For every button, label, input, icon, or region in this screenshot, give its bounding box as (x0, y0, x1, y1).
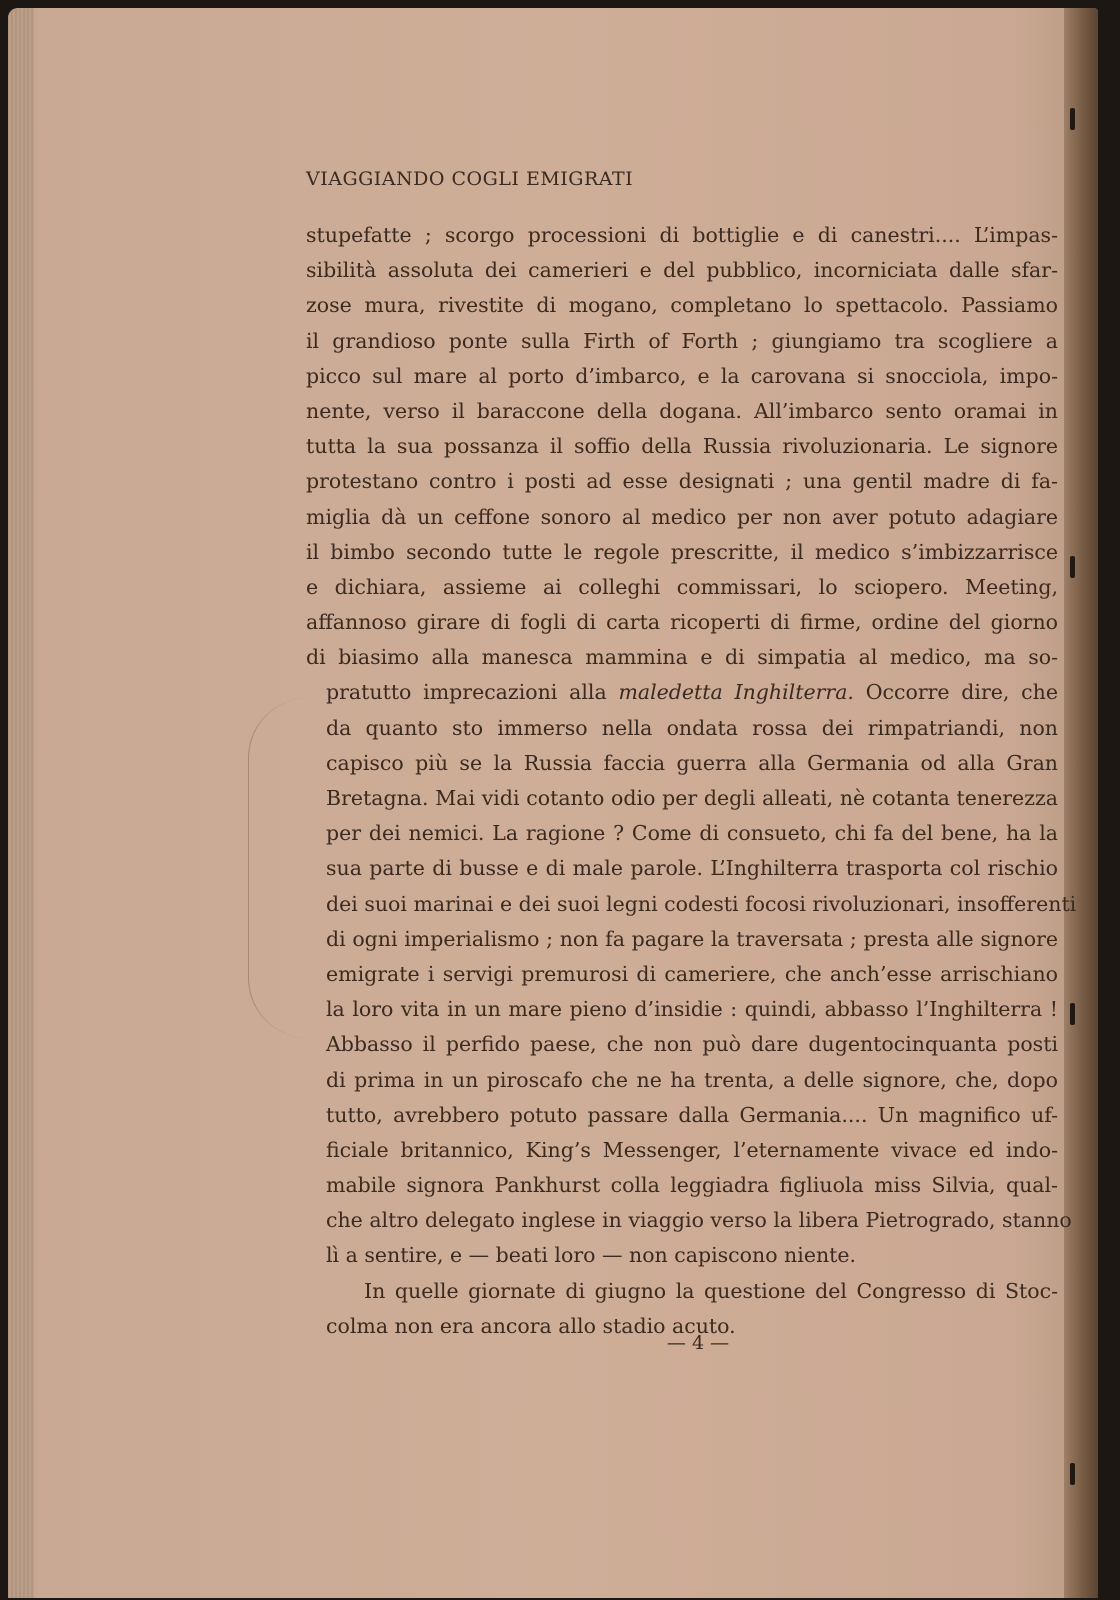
text-line-with-italic (306, 675, 1058, 710)
text-line: sua parte di busse e di male parole. L’Inghilterra trasporta col rischio (326, 856, 1058, 881)
text-line: di biasimo alla manesca mammina e di simpatia al medico, ma so- (306, 645, 1058, 670)
text-line: stupefatte ; scorgo processioni di bottiglie e di canestri.... L’impas- (306, 223, 1058, 247)
text-line: per dei nemici. La ragione ? Come di consueto, chi fa del bene, ha la (326, 821, 1058, 846)
text-line: tutta la sua possanza il soffio della Russia rivoluzionaria. Le signore (306, 434, 1058, 459)
page-left-edge (8, 8, 34, 1598)
text-line: nente, verso il baraccone della dogana. All’imbarco sento oramai in (306, 398, 1058, 423)
paragraph-start-line: In quelle giornate di giugno la questione del Congresso di Stoc- (364, 1278, 1058, 1303)
text-line: di prima in un piroscafo che ne ha trenta, a delle signore, che, dopo (326, 1067, 1058, 1092)
text-line: picco sul mare al porto d’imbarco, e la carovana si snocciola, impo- (306, 363, 1058, 388)
page-number: — 4 — (666, 1332, 730, 1354)
body-text (306, 218, 1077, 1344)
text-line: ficiale britannico, King’s Messenger, l’eternamente vivace ed indo- (326, 1137, 1058, 1162)
text-line: da quanto sto immerso nella ondata rossa dei rimpatriandi, non (326, 715, 1058, 740)
text-segment: pratutto imprecazioni alla (326, 680, 619, 705)
book-page (8, 8, 1098, 1598)
text-line: capisco più se la Russia faccia guerra alla Germania od alla Gran (326, 750, 1058, 775)
running-head: VIAGGIANDO COGLI EMIGRATI (306, 168, 634, 190)
text-line: miglia dà un ceffone sonoro al medico per non aver potuto adagiare (306, 504, 1058, 529)
text-line: che altro delegato inglese in viaggio verso la libera Pietrogrado, stanno (326, 1208, 1072, 1233)
edge-mark (1070, 1463, 1075, 1485)
text-line: il bimbo secondo tutte le regole prescritte, il medico s’imbizzarrisce (306, 539, 1058, 564)
page-right-edge (1064, 8, 1098, 1598)
text-line: lì a sentire, e — beati loro — non capiscono niente. (326, 1243, 857, 1268)
text-line: il grandioso ponte sulla Firth of Forth ; giungiamo tra scogliere a (306, 328, 1058, 353)
text-line: sibilità assoluta dei camerieri e del pubblico, incorniciata dalle sfar- (306, 258, 1058, 283)
text-line: di ogni imperialismo ; non fa pagare la traversata ; presta alle signore (326, 926, 1058, 951)
text-line: e dichiara, assieme ai colleghi commissari, lo sciopero. Meeting, (306, 574, 1058, 599)
edge-mark (1070, 556, 1075, 578)
text-line: la loro vita in un mare pieno d’insidie : quindi, abbasso l’Inghilterra ! (326, 997, 1058, 1022)
edge-mark (1070, 108, 1075, 130)
text-line: affannoso girare di fogli di carta ricoperti di firme, ordine del giorno (306, 610, 1058, 635)
text-line: Bretagna. Mai vidi cotanto odio per degli alleati, nè cotanta tenerezza (326, 786, 1058, 810)
text-line: zose mura, rivestite di mogano, completano lo spettacolo. Passiamo (306, 293, 1058, 318)
edge-mark (1070, 1003, 1075, 1025)
text-line: mabile signora Pankhurst colla leggiadra figliuola miss Silvia, qual- (326, 1173, 1058, 1198)
text-line: Abbasso il perfido paese, che non può dare dugentocinquanta posti (326, 1032, 1058, 1057)
text-line: emigrate i servigi premurosi di cameriere, che anch’esse arrischiano (326, 961, 1058, 986)
text-line: protestano contro i posti ad esse designati ; una gentil madre di fa- (306, 469, 1058, 494)
italic-phrase: maledetta Inghilterra. (618, 680, 854, 705)
text-line: dei suoi marinai e dei suoi legni codesti focosi rivoluzionari, insofferenti (326, 891, 1077, 916)
text-segment: Occorre dire, che (853, 680, 1058, 705)
text-line: colma non era ancora allo stadio acuto. (326, 1313, 736, 1338)
text-line: tutto, avrebbero potuto passare dalla Germania.... Un magnifico uf- (326, 1102, 1058, 1127)
